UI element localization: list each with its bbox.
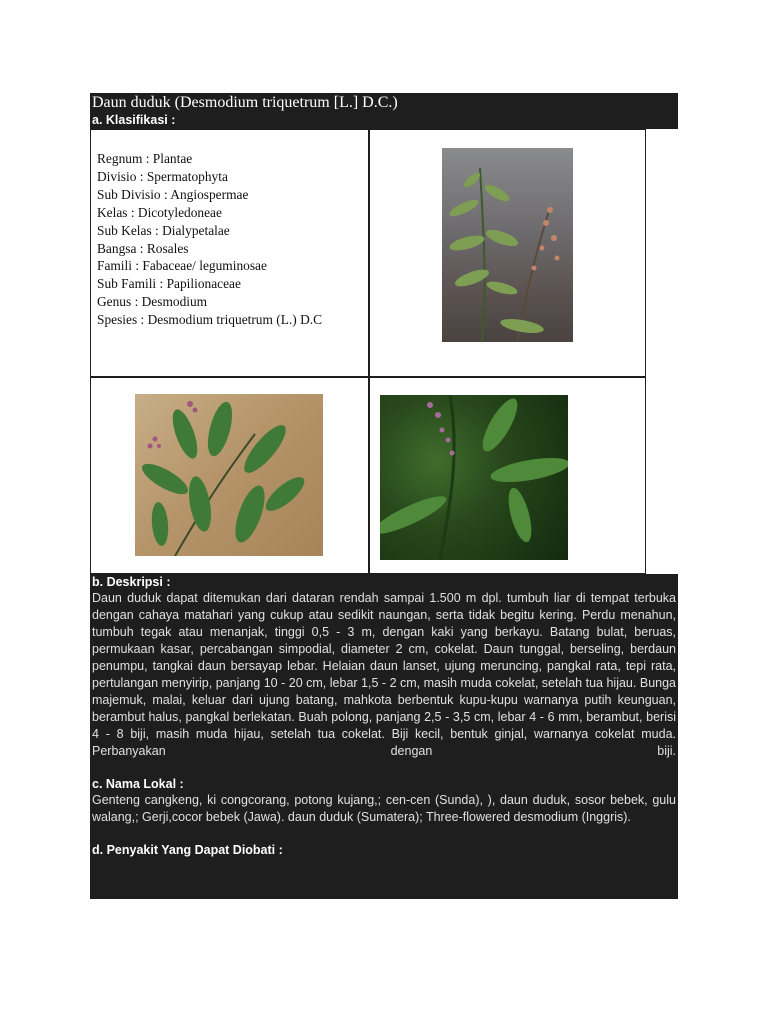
section-c-heading: c. Nama Lokal : <box>92 777 184 791</box>
classification-sub-kelas: Sub Kelas : Dialypetalae <box>97 222 230 238</box>
local-names-paragraph: Genteng cangkeng, ki congcorang, potong kujang,; cen-cen (Sunda), ), daun duduk, sosor bebek, gulu walang,; Gerji,cocor bebek (Jawa). daun duduk (Sumatera); Three-flowered desmodium (Inggris). <box>92 793 676 824</box>
plant-closeup-illustration <box>380 395 568 560</box>
classification-kelas: Kelas : Dicotyledoneae <box>97 204 222 220</box>
plant-leaves-illustration <box>135 394 323 556</box>
classification-famili: Famili : Fabaceae/ leguminosae <box>97 258 267 274</box>
classification-genus: Genus : Desmodium <box>97 294 208 310</box>
classification-divisio: Divisio : Spermatophyta <box>97 168 228 184</box>
plant-upright-illustration <box>442 148 573 342</box>
section-d-heading: d. Penyakit Yang Dapat Diobati : <box>92 843 283 857</box>
classification-sub-divisio: Sub Divisio : Angiospermae <box>97 186 249 202</box>
classification-regnum: Regnum : Plantae <box>97 151 193 166</box>
classification-table <box>90 129 646 574</box>
section-a-heading: a. Klasifikasi : <box>92 113 176 127</box>
photo-cell-2 <box>91 378 368 573</box>
plant-photo-upright <box>442 148 573 342</box>
classification-bangsa: Bangsa : Rosales <box>97 240 189 256</box>
title-bar <box>90 93 678 129</box>
plant-photo-leaves <box>135 394 323 556</box>
document-page <box>90 93 678 857</box>
description-paragraph: Daun duduk dapat ditemukan dari dataran rendah sampai 1.500 m dpl. tumbuh liar di tempat terbuka dengan cahaya matahari yang cukup atau sedikit naungan, serta tidak begitu kering. Perdu menahun, tumbuh tegak atau menanjak, tinggi 0,5 - 3 m, dengan kaki yang berkayu. Batang bulat, beruas, permukaan kasar, percabangan simpodial, diameter 2 cm, cokelat. Daun tunggal, berseling, berdaun penumpu, tangkai daun bersayap lebar. Helaian daun lanset, ujung meruncing, pangkal rata, tepi rata, pertulangan menyirip, panjang 10 - 20 cm, lebar 1,5 - 2 cm, masih muda cokelat, setelah tua hijau. Bunga majemuk, malai, keluar dari ujung batang, mahkota berbentuk kupu-kupu warnanya putih keunguan, berambut halus, pangkal berlekatan. Buah polong, panjang 2,5 - 3,5 cm, lebar 4 - 6 mm, berambut, berisi 4 - 8 biji, masih muda hijau, setelah tua cokelat. Biji kecil, bentuk ginjal, warnanya cokelat muda. Perbanyakan dengan biji. <box>92 591 676 758</box>
classification-spesies: Spesies : Desmodium triquetrum (L.) D.C <box>97 312 323 328</box>
page-title: Daun duduk (Desmodium triquetrum [L.] D.C.) <box>92 94 398 111</box>
plant-photo-closeup <box>380 395 568 560</box>
photo-cell-3 <box>370 378 645 573</box>
classification-cell <box>91 130 368 376</box>
classification-list <box>97 150 322 329</box>
text-sections <box>90 574 678 899</box>
section-b-heading: b. Deskripsi : <box>92 575 171 589</box>
photo-cell-1 <box>370 130 645 376</box>
classification-sub-famili: Sub Famili : Papilionaceae <box>97 276 241 292</box>
